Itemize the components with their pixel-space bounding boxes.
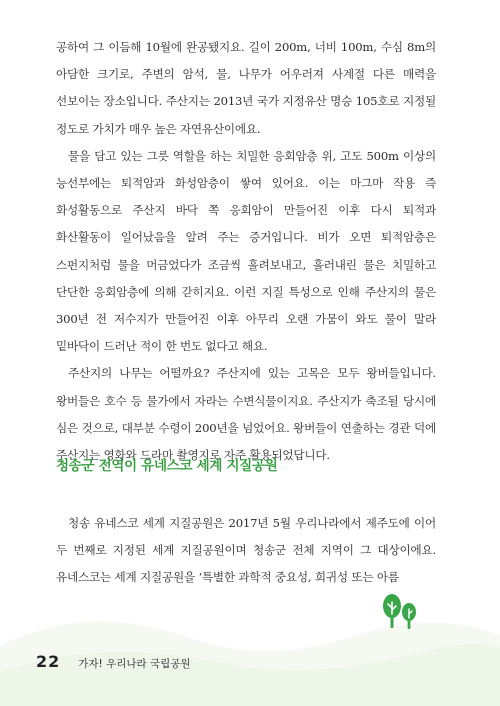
page-number: 22	[36, 652, 61, 671]
body-text-top	[56, 34, 436, 469]
paragraph: 공하여 그 이듬해 10월에 완공됐지요. 길이 200m, 너비 100m, 수심 8m의 아담한 크기로, 주변의 암석, 물, 나무가 어우러져 사계절 다른 매력을 선보이는 장소입니다. 주산지는 2013년 국가 지정유산 명승 105호로 지정될 정도로 가치가 매우 높은 자연유산이에요.	[56, 40, 436, 136]
book-title: 가자! 우리나라 국립공원	[78, 658, 191, 670]
tree-icon	[378, 590, 422, 632]
hill-background	[0, 576, 500, 706]
paragraph: 물을 담고 있는 그릇 역할을 하는 치밀한 응회암층 위, 고도 500m 이상의 능선부에는 퇴적암과 화성암층이 쌓여 있어요. 이는 마그마 작용 즉 화성활동으로 주산지 바닥 쪽 응회암이 만들어진 이후 다시 퇴적과 화산활동이 일어났음을 알려 주는 증거입니다. 비가 오면 퇴적암층은 스펀지처럼 물을 머금었다가 조금씩 흘려보내고, 흘러내린 물은 치밀하고 단단한 응회암층에 의해 갇히지요. 이런 지질 특성으로 인해 주산지의 물은 300년 전 저수지가 만들어진 이후 아무리 오랜 가뭄이 와도 물이 말라 밑바닥이 드러난 적이 한 번도 없다고 해요.	[56, 148, 436, 354]
paragraph: 청송 유네스코 세계 지질공원은 2017년 5월 우리나라에서 제주도에 이어 두 번째로 지정된 세계 지질공원이며 청송군 전체 지역이 그 대상이에요. 유네스코는 세계 지질공원을 ‘특별한 과학적 중요성, 희귀성 또는 아름	[56, 516, 436, 585]
paragraph: 주산지의 나무는 어떨까요? 주산지에 있는 고목은 모두 왕버들입니다. 왕버들은 호수 등 물가에서 자라는 수변식물이지요. 주산지가 축조될 당시에 심은 것으로, 대부분 수령이 200년을 넘었어요. 왕버들이 연출하는 경관 덕에 주산지는 영화와 드라마 촬영지로 자주 활용되었답니다.	[56, 366, 436, 463]
section-heading: 청송군 전역이 유네스코 세계 지질공원	[56, 458, 278, 474]
body-text-bottom	[56, 510, 436, 592]
page-footer	[36, 652, 191, 671]
